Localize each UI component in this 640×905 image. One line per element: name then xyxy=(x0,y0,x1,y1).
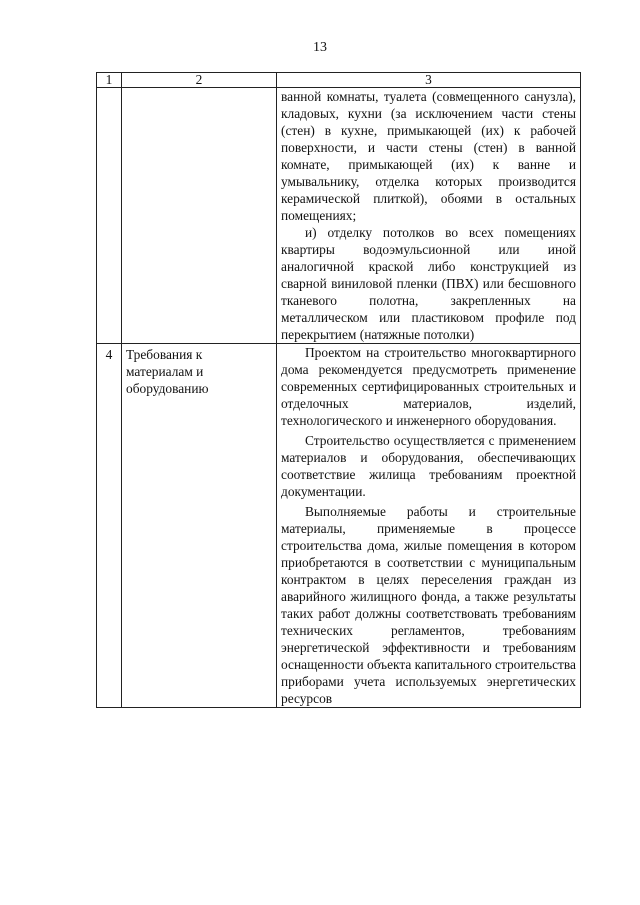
paragraph: и) отделку потолков во всех помещениях квартиры водоэмульсионной или иной аналогичной краской либо конструкцией из сварной виниловой пленки (ПВХ) или бесшовного тканевого полотна, закрепленных на металлическом или пластиковом профиле под перекрытием (натяжные потолки) xyxy=(281,225,576,342)
row-label-cell xyxy=(122,344,277,708)
header-col-2: 2 xyxy=(122,73,277,88)
row-content-cell xyxy=(277,344,581,708)
requirements-table xyxy=(96,72,581,708)
row-label: Требования к материалам и оборудованию xyxy=(126,347,209,396)
table-row-4 xyxy=(97,344,581,708)
row-number-cell: 4 xyxy=(97,344,122,708)
paragraph: Строительство осуществляется с применением материалов и оборудования, обеспечивающих соответствие жилища требованиям проектной документации. xyxy=(281,433,576,499)
paragraph: Проектом на строительство многоквартирного дома рекомендуется предусмотреть применение современных сертифицированных строительных и отделочных материалов, изделий, технологического и инженерного оборудования. xyxy=(281,345,576,428)
page-number: 13 xyxy=(313,40,327,55)
row-number-cell xyxy=(97,88,122,344)
paragraph: Выполняемые работы и строительные материалы, применяемые в процессе строительства дома, жилые помещения в котором приобретаются в соответствии с муниципальным контрактом в целях переселения граждан из аварийного жилищного фонда, а также результаты таких работ должны соответствовать требованиям технических регламентов, требованиям энергетической эффективности и требованиям оснащенности объекта капитального строительства приборами учета используемых энергетических ресурсов xyxy=(281,504,576,706)
row-content-cell xyxy=(277,88,581,344)
header-col-3: 3 xyxy=(277,73,581,88)
row-label-cell xyxy=(122,88,277,344)
table-row-continuation xyxy=(97,88,581,344)
paragraph: ванной комнаты, туалета (совмещенного санузла), кладовых, кухни (за исключением части стены (стен) в кухне, примыкающей (их) к рабочей поверхности, и части стены (стен) в ванной комнате, примыкающей (их) к ванне и умывальнику, отделка которых производится керамической плиткой), обоями в остальных помещениях; xyxy=(281,89,576,223)
header-col-1: 1 xyxy=(97,73,122,88)
table-header-row xyxy=(97,73,581,88)
